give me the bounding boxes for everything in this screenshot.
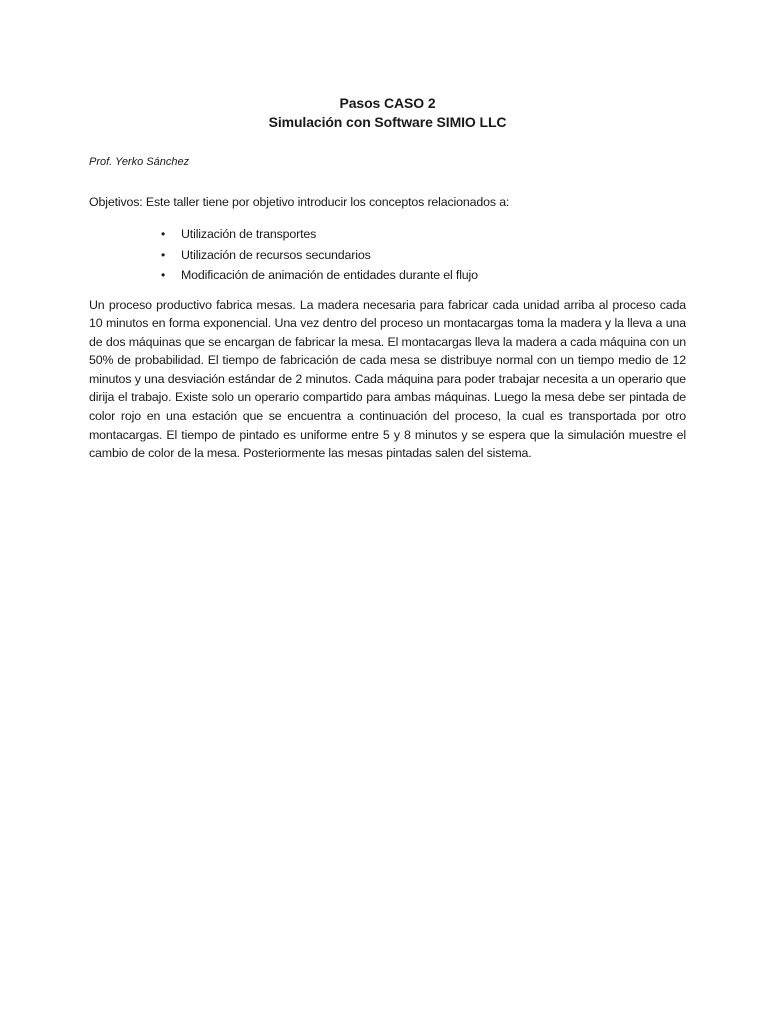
list-item-text: Utilización de transportes: [181, 227, 317, 241]
bullet-icon: •: [161, 268, 166, 282]
list-item: [161, 265, 686, 286]
problem-description: Un proceso productivo fabrica mesas. La madera necesaria para fabricar cada unidad arriba al proceso cada 10 minutos en forma exponencial. Una vez dentro del proceso un montacargas toma la madera y la lleva a una de dos máquinas que se encargan de fabricar la mesa. El montacargas lleva la madera a cada máquina con un 50% de probabilidad. El tiempo de fabricación de cada mesa se distribuye normal con un tiempo medio de 12 minutos y una desviación estándar de 2 minutos. Cada máquina para poder trabajar necesita a un operario que dirija el trabajo. Existe solo un operario compartido para ambas máquinas. Luego la mesa debe ser pintada de color rojo en una estación que se encuentra a continuación del proceso, la cual es transportada por otro montacargas. El tiempo de pintado es uniforme entre 5 y 8 minutos y se espera que la simulación muestre el cambio de color de la mesa. Posteriormente las mesas pintadas salen del sistema.: [89, 297, 686, 461]
bullet-icon: •: [161, 227, 166, 241]
bullet-icon: •: [161, 247, 166, 262]
list-item: [161, 224, 686, 245]
title-line-2: Simulación con Software SIMIO LLC: [268, 114, 507, 130]
document-title: [89, 94, 686, 132]
list-item-text: Utilización de recursos secundarios: [181, 247, 371, 262]
objectives-list: [89, 224, 686, 286]
document-content: [89, 94, 686, 463]
author-name: Prof. Yerko Sánchez: [89, 156, 190, 168]
list-item: [161, 245, 686, 266]
title-line-1: Pasos CASO 2: [339, 95, 436, 111]
objectives-intro: Objetivos: Este taller tiene por objetivo introducir los conceptos relacionados a:: [89, 195, 510, 209]
list-item-text: Modificación de animación de entidades durante el flujo: [181, 268, 478, 282]
